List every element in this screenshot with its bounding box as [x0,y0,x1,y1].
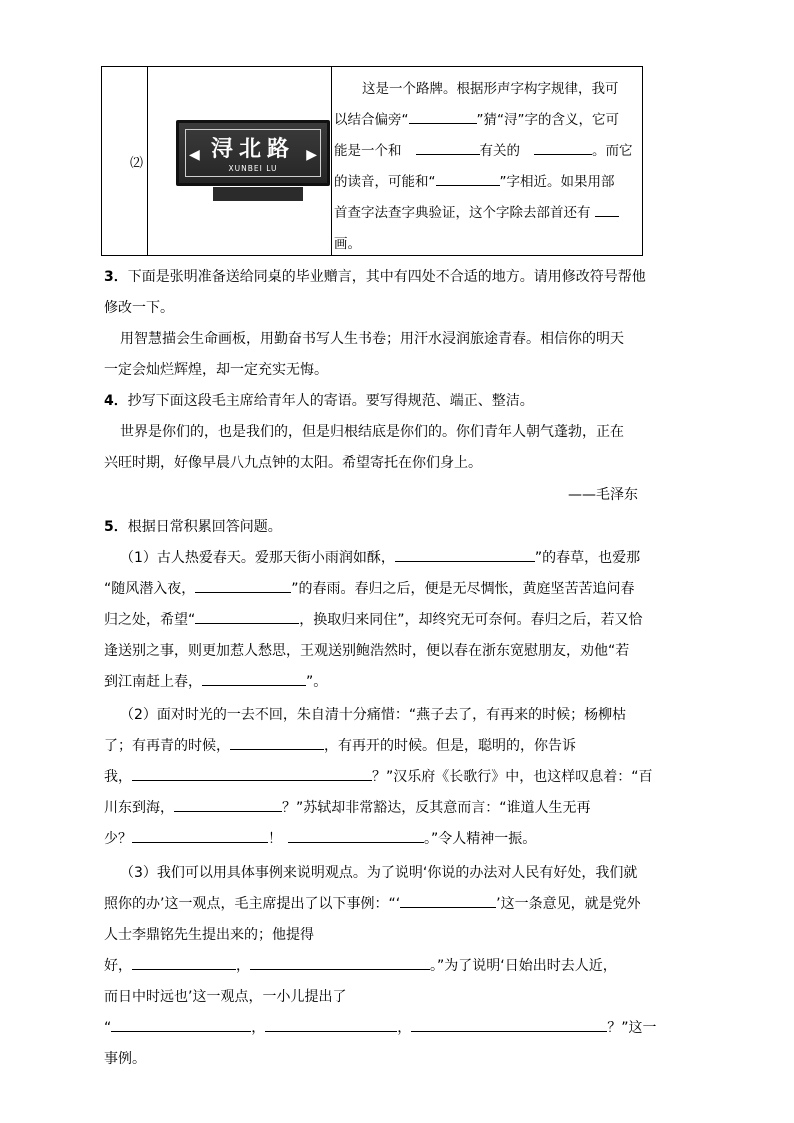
q2-line-6: 画。 [334,236,361,252]
q5-2-line-2: 了；有再青的时候， ，有再开的时候。但是，聪明的，你告诉 [104,735,576,755]
q5-1-line-2: “随风潜入夜， ”的春雨。春归之后，便是无尽惆怅，黄庭坚苦苦追问春 [104,578,635,598]
q2-line-1: 这是一个路牌。根据形声字构字规律，我可 [362,81,619,97]
answer-blank[interactable] [195,578,291,593]
q5-3-line-4: 好， ， 。”为了说明‘日始出时去人近， [104,955,617,975]
question-4-text-2: 兴旺时期，好像早晨八九点钟的太阳。希望寄托在你们身上。 [104,455,482,471]
q5-1-line-1: （1）古人热爱春天。爱那天街小雨润如酥， ”的春草，也爱那 [120,547,640,567]
question-3-title: 3．下面是张明准备送给同桌的毕业赠言，其中有四处不合适的地方。请用修改符号帮他 [104,269,646,285]
q5-2-line-5: 少？ ！ 。”令人精神一振。 [104,828,536,848]
road-sign-border [185,129,321,177]
q5-2-line-4: 川东到海， ？”苏轼却非常豁达，反其意而言：“谁道人生无再 [104,797,591,817]
question-number-cell [102,67,148,255]
answer-blank[interactable] [436,171,500,186]
answer-blank[interactable] [202,671,306,686]
q2-line-3: 能是一个和 有关的 。而它 [334,139,633,159]
answer-blank[interactable] [111,1017,251,1032]
question-4-signature: ——毛泽东 [568,487,638,503]
answer-blank[interactable] [132,766,372,781]
answer-blank[interactable] [595,202,619,217]
road-sign-image-cell [148,67,332,255]
answer-blank[interactable] [409,109,477,124]
road-sign-image [176,120,330,186]
q2-line-2: 以结合偏旁“ ”猜“浔”字的含义，它可 [334,108,619,128]
answer-blank[interactable] [416,140,480,155]
question-4-text-1: 世界是你们的，也是我们的，但是归根结底是你们的。你们青年人朝气蓬勃，正在 [120,424,624,440]
q5-3-line-1: （3）我们可以用具体事例来说明观点。为了说明‘你说的办法对人民有好处，我们就 [120,865,638,881]
question-2-table [101,66,643,256]
q2-line-4: 的读音，可能和“ ”字相近。如果用部 [334,170,615,190]
q5-2-line-3: 我， ？”汉乐府《长歌行》中，也这样叹息着：“百 [104,766,653,786]
answer-blank[interactable] [395,547,535,562]
q5-2-line-1: （2）面对时光的一去不回，朱自清十分痛惜：“燕子去了，有再来的时候；杨柳枯 [120,707,627,723]
question-4-title: 4．抄写下面这段毛主席给青年人的寄语。要写得规范、端正、整洁。 [104,393,534,409]
q5-3-line-6: “ ， ， ？”这一 [104,1017,657,1037]
right-arrow-icon: ▶ [306,147,317,163]
q2-line-5: 首查字法查字典验证，这个字除去部首还有 [334,201,619,221]
question-5-title: 5．根据日常积累回答问题。 [104,519,282,535]
answer-blank[interactable] [132,955,236,970]
answer-blank[interactable] [230,735,324,750]
q5-1-line-4: 逢送别之事，则更加惹人愁思，王观送别鲍浩然时，便以春在浙东宽慰朋友，劝他“若 [104,643,630,659]
answer-blank[interactable] [288,828,424,843]
question-2-text-cell [332,67,642,255]
answer-blank[interactable] [250,955,430,970]
q5-1-line-5: 到江南赶上春， ”。 [104,671,327,691]
question-number: ⑵ [130,156,144,171]
question-3-title-cont: 修改一下。 [104,300,174,316]
q5-3-line-2: 照你的办’这一观点，毛主席提出了以下事例：“‘ ’这一条意见，就是党外 [104,893,641,913]
question-3-text-1: 用智慧描会生命画板，用勤奋书写人生书卷；用汗水浸润旅途青春。相信你的明天 [120,331,624,347]
road-sign-pinyin: XUNBEI LU [228,164,278,173]
q5-1-line-3: 归之处，希望“ ，换取归来同住”，却终究无可奈何。春归之后，若又恰 [104,609,643,629]
answer-blank[interactable] [265,1017,397,1032]
left-arrow-icon: ◀ [189,147,200,163]
answer-blank[interactable] [132,828,268,843]
q5-3-line-3: 人士李鼎铭先生提出来的；他提得 [104,927,314,943]
answer-blank[interactable] [400,893,496,908]
road-sign-post [213,187,303,201]
answer-blank[interactable] [534,140,592,155]
answer-blank[interactable] [174,797,282,812]
answer-blank[interactable] [411,1017,607,1032]
question-3-text-2: 一定会灿烂辉煌，却一定充实无悔。 [104,362,328,378]
q5-3-line-7: 事例。 [104,1051,146,1067]
q5-3-line-5: 而日中时远也’这一观点，一小儿提出了 [104,989,347,1005]
answer-blank[interactable] [195,609,299,624]
road-sign-chinese: 浔北路 [210,137,295,162]
